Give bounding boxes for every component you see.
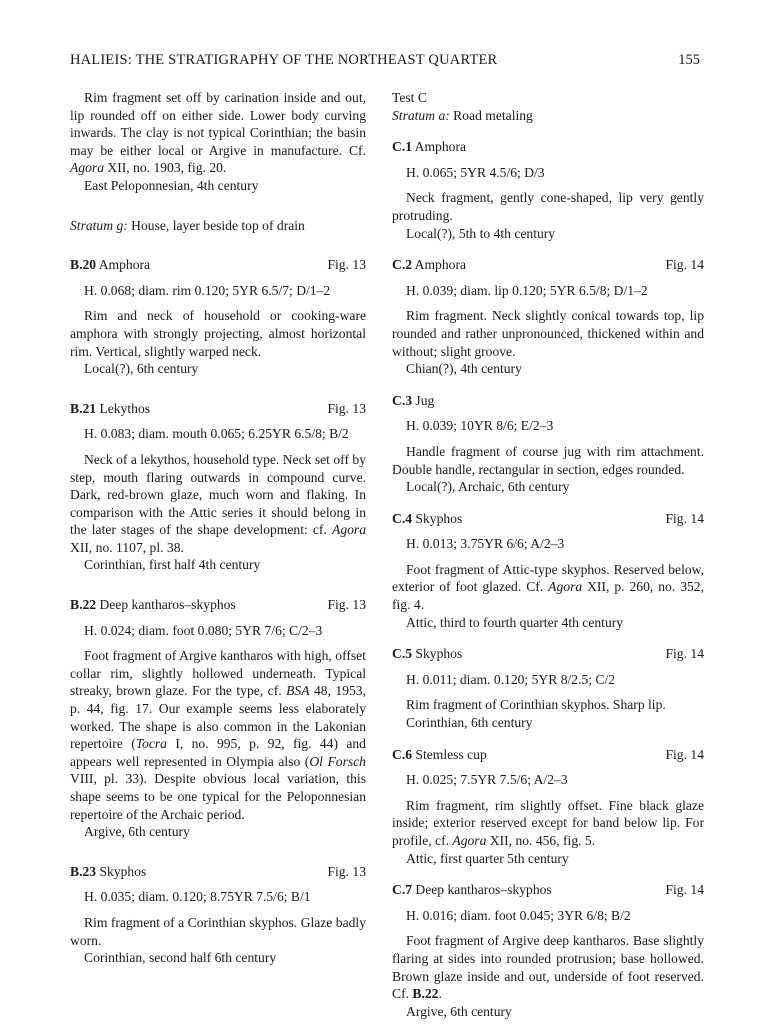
entry-dimensions: H. 0.035; diam. 0.120; 8.75YR 7.5/6; B/1 xyxy=(84,889,311,905)
figure-reference: Fig. 14 xyxy=(665,646,704,662)
entry-name: Skyphos xyxy=(412,646,463,662)
entry-description: Rim and neck of household or cooking-ware amphora with strongly projecting, almost horizontal rim. Vertical, slightly warped neck. xyxy=(70,308,366,359)
entry-description: Rim fragment of a Corinthian skyphos. Glaze badly worn. xyxy=(70,914,366,948)
figure-reference: Fig. 13 xyxy=(327,257,366,273)
entry-name: Jug xyxy=(412,392,435,408)
entry-description: Foot fragment of Attic-type skyphos. Reserved below, exterior of foot glazed. Cf. Agora XII, p. 260, no. 352, fig. 4. xyxy=(392,561,705,613)
entry-name: Deep kantharos–skyphos xyxy=(96,597,236,613)
entry-number: C.4 xyxy=(392,510,413,526)
entry-number: C.3 xyxy=(392,392,413,408)
entry-number: C.7 xyxy=(392,882,413,898)
catalog-entry-c3 xyxy=(392,392,704,496)
entry-dimensions: H. 0.016; diam. foot 0.045; 3YR 6/8; B/2 xyxy=(406,907,631,923)
entry-dimensions: H. 0.039; 10YR 8/6; E/2–3 xyxy=(406,418,554,434)
entry-name: Skyphos xyxy=(96,863,147,879)
entry-dimensions: H. 0.039; diam. lip 0.120; 5YR 6.5/8; D/1–2 xyxy=(406,282,648,298)
stratum-a-heading: Stratum a: Road metaling xyxy=(392,107,533,123)
entry-number: B.21 xyxy=(70,400,97,416)
entry-description: Foot fragment of Argive deep kantharos. Base slightly flaring at sides into rounded protrusion; base hollowed. Brown glaze inside and out, underside of foot reserved. Cf. B.22. xyxy=(392,933,704,1002)
cross-reference: B.22 xyxy=(412,986,439,1002)
running-title: HALIEIS: THE STRATIGRAPHY OF THE NORTHEAST QUARTER xyxy=(70,52,498,68)
entry-description: Neck of a lekythos, household type. Neck set off by step, mouth flaring outwards in compound curve. Dark, red-brown glaze, much worn and flaking. In comparison with the Attic series it should belong in the later stages of the shape development: cf. Agora XII, no. 1107, pl. 38. xyxy=(70,451,366,555)
entry-provenance: Corinthian, second half 6th century xyxy=(84,950,277,966)
entry-number: B.23 xyxy=(70,863,97,879)
catalog-entry-b20 xyxy=(70,256,366,378)
figure-reference: Fig. 14 xyxy=(665,882,704,898)
figure-reference: Fig. 14 xyxy=(665,257,704,273)
entry-name: Lekythos xyxy=(96,400,151,416)
entry-description: Handle fragment of course jug with rim attachment. Double handle, rectangular in section, edges rounded. xyxy=(392,443,704,477)
entry-number: C.2 xyxy=(392,257,413,273)
figure-reference: Fig. 14 xyxy=(665,510,704,526)
entry-name: Stemless cup xyxy=(412,746,487,762)
catalog-entry-c5 xyxy=(392,645,704,731)
entry-number: C.6 xyxy=(392,746,413,762)
entry-description: Rim fragment of Corinthian skyphos. Sharp lip. xyxy=(406,697,666,713)
entry-provenance: Attic, third to fourth quarter 4th century xyxy=(406,614,624,630)
entry-name: Amphora xyxy=(412,257,467,273)
entry-dimensions: H. 0.013; 3.75YR 6/6; A/2–3 xyxy=(406,536,565,552)
entry-provenance: Attic, first quarter 5th century xyxy=(406,850,569,866)
entry-description: Neck fragment, gently cone-shaped, lip very gently protruding. xyxy=(392,190,704,223)
entry-number: B.22 xyxy=(70,597,97,613)
entry-dimensions: H. 0.068; diam. rim 0.120; 5YR 6.5/7; D/1–2 xyxy=(84,282,331,298)
page-number: 155 xyxy=(678,52,700,68)
entry-name: Amphora xyxy=(412,139,467,155)
entry-provenance: Local(?), 6th century xyxy=(84,361,199,377)
entry-provenance: Argive, 6th century xyxy=(84,824,190,840)
entry-provenance: Chian(?), 4th century xyxy=(406,361,522,377)
entry-number: C.1 xyxy=(392,139,413,155)
entry-description: Foot fragment of Argive kantharos with high, offset collar rim, slightly hollowed underneath. Typical streaky, brown glaze. For the type, cf. BSA 48, 1953, p. 44, fig. 17. Our example seems less elaborately worked. The shape is also common in the Lakonian repertoire (Tocra I, no. 995, p. 92, fig. 44) and appears well represented in Olympia also (Ol Forsch VIII, pl. 33). Despite obvious local variation, this shape seems to be one typical for the Peloponnesian repertoire of the Archaic period. xyxy=(70,648,367,822)
entry-dimensions: H. 0.024; diam. foot 0.080; 5YR 7/6; C/2–3 xyxy=(84,622,323,638)
catalog-entry-b21 xyxy=(70,400,366,574)
figure-reference: Fig. 13 xyxy=(327,597,366,613)
entry-number: C.5 xyxy=(392,646,413,662)
left-column xyxy=(70,89,366,967)
entry-description: Rim fragment. Neck slightly conical towards top, lip rounded and rather unpronounced, thickened within and without; slight groove. xyxy=(392,308,704,359)
intro-description: Rim fragment set off by carination inside and out, lip rounded off on either side. Lower body curving inwards. The clay is not typical Corinthian; the basin may be either local or Argive in manufacture. Cf. Agora XII, no. 1903, fig. 20. xyxy=(70,90,366,176)
catalog-entry-b22 xyxy=(70,596,366,841)
entry-provenance: Corinthian, first half 4th century xyxy=(84,557,261,573)
figure-reference: Fig. 13 xyxy=(327,400,366,416)
entry-dimensions: H. 0.065; 5YR 4.5/6; D/3 xyxy=(406,164,545,180)
catalog-entry-b23 xyxy=(70,863,366,967)
intro-provenance: East Peloponnesian, 4th century xyxy=(84,177,259,193)
right-column xyxy=(392,89,704,1020)
figure-reference: Fig. 14 xyxy=(665,746,704,762)
catalog-entry-c4 xyxy=(392,510,704,632)
entry-provenance: Corinthian, 6th century xyxy=(406,715,533,731)
catalog-entry-c2 xyxy=(392,256,704,378)
catalog-entry-c7 xyxy=(392,881,704,1020)
entry-dimensions: H. 0.011; diam. 0.120; 5YR 8/2.5; C/2 xyxy=(406,671,616,687)
figure-reference: Fig. 13 xyxy=(327,863,366,879)
entry-provenance: Argive, 6th century xyxy=(406,1003,512,1019)
entry-dimensions: H. 0.025; 7.5YR 7.5/6; A/2–3 xyxy=(406,772,568,788)
entry-dimensions: H. 0.083; diam. mouth 0.065; 6.25YR 6.5/8; B/2 xyxy=(84,426,349,442)
entry-provenance: Local(?), 5th to 4th century xyxy=(406,225,556,241)
entry-name: Skyphos xyxy=(412,510,463,526)
entry-provenance: Local(?), Archaic, 6th century xyxy=(406,479,570,495)
entry-name: Amphora xyxy=(96,257,151,273)
catalog-entry-c1 xyxy=(392,138,704,242)
stratum-g-heading: Stratum g: House, layer beside top of drain xyxy=(70,217,305,233)
entry-number: B.20 xyxy=(70,257,97,273)
entry-name: Deep kantharos–skyphos xyxy=(412,882,552,898)
test-heading: Test C xyxy=(392,90,427,105)
running-header xyxy=(70,52,700,72)
catalog-entry-c6 xyxy=(392,746,704,868)
entry-description: Rim fragment, rim slightly offset. Fine black glaze inside; exterior reserved except for band below lip. For profile, cf. Agora XII, no. 456, fig. 5. xyxy=(392,797,704,848)
